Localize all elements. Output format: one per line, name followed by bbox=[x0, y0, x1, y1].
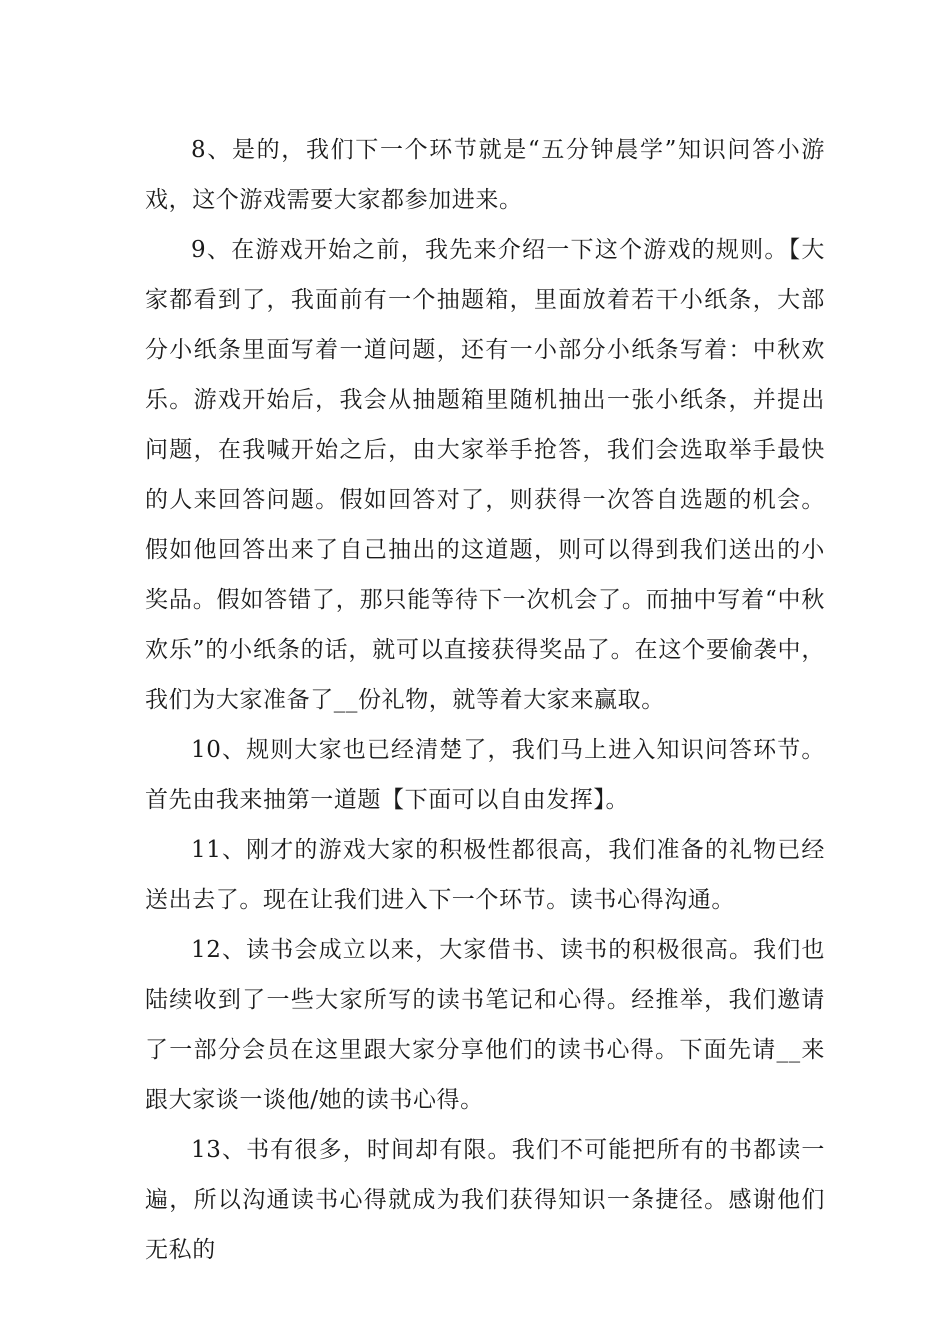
paragraph-9: 9、在游戏开始之前，我先来介绍一下这个游戏的规则。【大家都看到了，我面前有一个抽题箱，里面放着若干小纸条，大部分小纸条里面写着一道问题，还有一小部分小纸条写着：中秋欢乐。游戏开始后，我会从抽题箱里随机抽出一张小纸条，并提出问题，在我喊开始之后，由大家举手抢答，我们会选取举手最快的人来回答问题。假如回答对了，则获得一次答自选题的机会。假如他回答出来了自己抽出的这道题，则可以得到我们送出的小奖品。假如答错了，那只能等待下一次机会了。而抽中写着“中秋欢乐”的小纸条的话，就可以直接获得奖品了。在这个要偷袭中，我们为大家准备了__份礼物，就等着大家来赢取。 bbox=[145, 237, 825, 713]
paragraph-11: 11、刚才的游戏大家的积极性都很高，我们准备的礼物已经送出去了。现在让我们进入下一个环节。读书心得沟通。 bbox=[145, 837, 825, 913]
paragraph-10: 10、规则大家也已经清楚了，我们马上进入知识问答环节。首先由我来抽第一道题【下面可以自由发挥】。 bbox=[145, 737, 825, 813]
paragraph-8: 8、是的，我们下一个环节就是“五分钟晨学”知识问答小游戏，这个游戏需要大家都参加进来。 bbox=[145, 137, 825, 213]
paragraph-12: 12、读书会成立以来，大家借书、读书的积极很高。我们也陆续收到了一些大家所写的读书笔记和心得。经推举，我们邀请了一部分会员在这里跟大家分享他们的读书心得。下面先请__来跟大家谈一谈他/她的读书心得。 bbox=[145, 937, 825, 1113]
paragraph-13: 13、书有很多，时间却有限。我们不可能把所有的书都读一遍，所以沟通读书心得就成为我们获得知识一条捷径。感谢他们无私的 bbox=[145, 1137, 825, 1263]
document-body bbox=[145, 125, 825, 1275]
